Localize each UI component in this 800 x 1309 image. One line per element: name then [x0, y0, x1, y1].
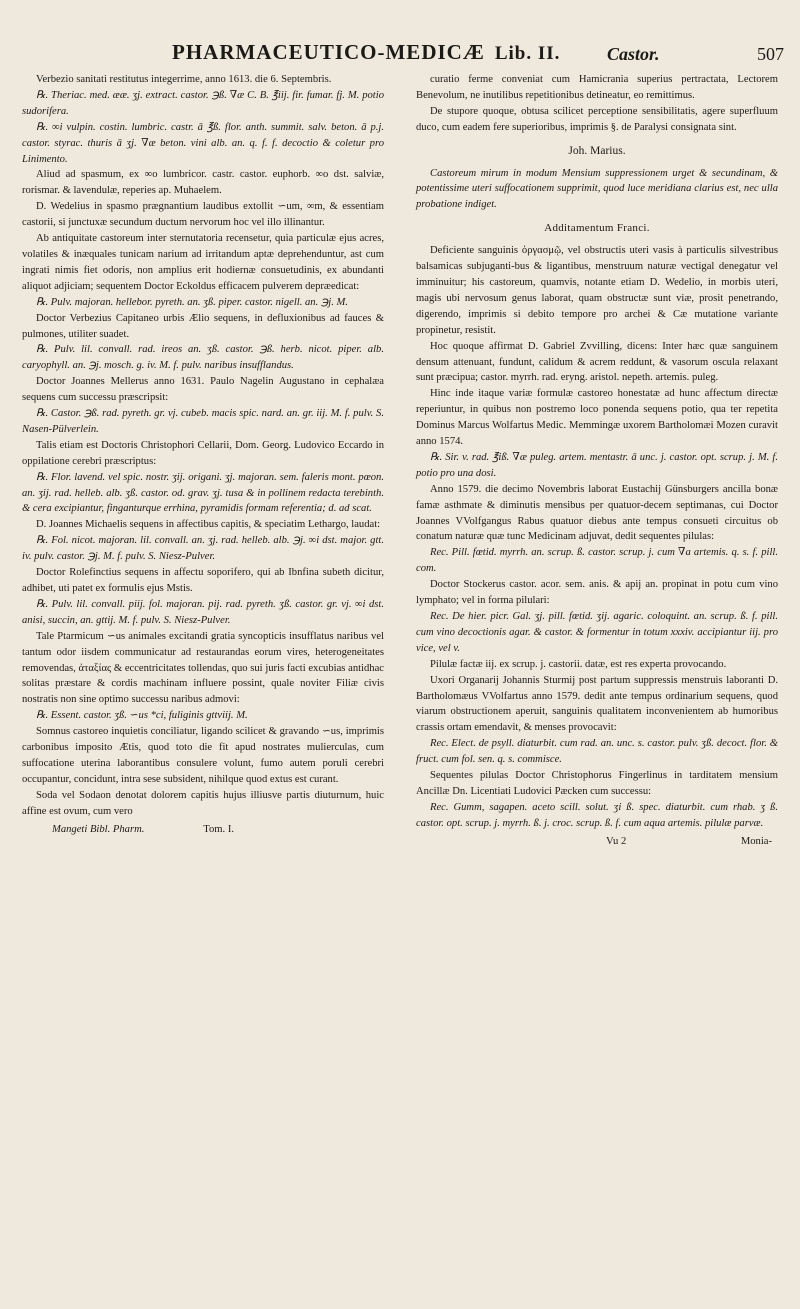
paragraph: D. Wedelius in spasmo prægnantium laudibus extollit ∽um, ∞m, & essentiam castorii, si junctuxæ secundum ductum nervorum hoc vel illo illinantur.	[22, 201, 384, 229]
left-column	[22, 72, 384, 850]
recipe: ℞. Pulv. majoran. hellebor. pyreth. an. ʒß. piper. castor. nigell. an. ℈j. M.	[36, 296, 349, 308]
paragraph: D. Joannes Michaelis sequens in affectibus capitis, & speciatim Lethargo, laudat:	[36, 519, 381, 531]
paragraph: Tale Ptarmicum ∽us animales excitandi gratia syncopticis insufflatus naribus vel tantum odor iisdem communicatur ad restaurandas eorum vires, heterogeneitates removendas, ἀταξίας & eccentricitates tollendas, quo sui juris facti excubias antidhac solitas præstare & cordis machinam influere possint, quale noviter Filiæ civis nostratis non sine optimo successu naribus admovi:	[22, 630, 384, 706]
paragraph: Doctor Stockerus castor. acor. sem. anis. & apij an. propinat in potu cum vino lymphato; vel in forma pilulari:	[416, 579, 778, 607]
paragraph: Somnus castoreo inquietis conciliatur, ligando scilicet & gravando ∽us, imprimis carbonibus imposito Ætis, quod toto die fit apud nostrates mulierculas, cum suffocatione uterina laborantibus consulere volunt, fumo autem poruli cerebri occupantur, concidunt, intra sese subsident, nihilque quod extus est curant.	[22, 726, 384, 785]
recipe: Rec. Elect. de psyll. diaturbit. cum rad. an. unc. s. castor. pulv. ʒß. decoct. flor. & fruct. cum fol. sen. q. s. commisce.	[416, 738, 778, 766]
section-heading: Joh. Marius.	[568, 144, 626, 157]
signature-mark: Mangeti Bibl. Pharm.	[52, 823, 145, 835]
recipe: ℞. Pulv. lil. convall. piij. fol. majoran. pij. rad. pyreth. ʒß. castor. gr. vj. ∞i dst. anisi, succin, an. gttij. M. f. pulv. S. Niesz-Pulver.	[22, 598, 384, 626]
paragraph: Doctor Rolefinctius sequens in affectu soporifero, qui ab Ibnfina subeth dicitur, adhibet, uti patet ex formulis ejus Mstis.	[22, 567, 384, 594]
recipe: ℞. Theriac. med. ææ. ʒj. extract. castor. ℈ß. ∇æ C. B. ℥iij. fir. fumar. fj. M. potio sudorifera.	[22, 89, 384, 117]
recipe: ℞. Castor. ℈ß. rad. pyreth. gr. vj. cubeb. macis spic. nard. an. gr. iij. M. f. pulv. S. Nasen-Pülverlein.	[22, 408, 384, 435]
signature-mark: Vu 2	[606, 835, 627, 847]
recipe: Rec. Pill. fœtid. myrrh. an. scrup. ß. castor. scrup. j. cum ∇a artemis. q. s. f. pill. com.	[416, 547, 778, 575]
paragraph: Anno 1579. die decimo Novembris laborat Eustachij Günsburgers ancilla bonæ famæ asthmate & diminutis mensibus per quatuor-decem septimanas, cui Doctor Joannes VVolfgangus Rabus quatuor diebus ante tempus consueti circuitus ob conatum naturæ quæ tunc Medicinam adjuvat, dedit sequentes pilulas:	[416, 483, 778, 543]
recipe: ℞. Essent. castor. ʒß. ∽us *ci, fuliginis gttviij. M.	[36, 710, 248, 722]
recipe: ℞. Flor. lavend. vel spic. nostr. ʒij. origani. ʒj. majoran. sem. faleris mont. pœon. an. ʒij. rad. helleb. alb. ʒß. castor. od. grav. ʒj. tusa & in pollinem redacta terebinth. & cera excipiantur, finganturque errhina, pyramidis formam referentia; d. ad scat.	[22, 471, 384, 515]
quotation: Castoreum mirum in modum Mensium suppressionem urget & secundinam, & potentissime uteri suffocationem supprimit, quod luce meridiana clarius est, nec ulla probatione indiget.	[416, 167, 778, 211]
book-number: Lib. II.	[494, 43, 561, 64]
paragraph: Soda vel Sodaon denotat dolorem capitis hujus illiusve partis diuturnum, huic affine est ovum, cum vero	[22, 789, 384, 817]
paragraph: curatio ferme conveniat cum Hamicrania superius pertractata, Lectorem Benevolum, ne inutilibus repetitionibus detineatur, eo remittimus.	[416, 74, 778, 101]
recipe: Rec. De hier. picr. Gal. ʒj. pill. fœtid. ʒij. agaric. coloquint. an. scrup. ß. f. pill. cum vino decoctionis agar. & castor. & formentur in totum xxxiv. accipiantur iij. pro vice, vel v.	[416, 611, 778, 654]
paragraph: Aliud ad spasmum, ex ∞o lumbricor. castr. castor. euphorb. ∞o dst. salviæ, rorismar. & lavendulæ, reperies ap. Muhaelem.	[22, 169, 384, 197]
paragraph: Pilulæ factæ iij. ex scrup. j. castorii. datæ, est res experta provocando.	[430, 658, 727, 670]
volume-mark: Tom. I.	[203, 823, 234, 835]
paragraph: Hinc inde itaque variæ formulæ castoreo honestatæ ad hunc affectum directæ reperiuntur, in quibus non postremo loco ponenda sequens potio, qua ter repetita Dominus Marcus Wolfartus Medic. Memmingæ uxorem Bartholomæi Mozen curavit anno 1574.	[416, 388, 778, 448]
paragraph: Deficiente sanguinis ὀργασμῷ, vel obstructis uteri vasis à particulis silvestribus balsamicas subjuganti-bus & ligantibus, menstruum naturæ vectigal denegatur vel imminuitur; his castoreum, quamvis, notante etiam D. Wedelio, in morbis uteri, magis ubi nervosum genus laborat, quam obstructæ sunt viæ, prosit penetrando, digerendo, imprimis si debito tempore pro archei & Cæ mutatione variante propinetur, resistit.	[416, 245, 778, 336]
paragraph: Doctor Verbezius Capitaneo urbis Ælio sequens, in defluxionibus ad fauces & pulmones, utiliter suadet.	[22, 312, 384, 340]
header-catchword: Castor.	[607, 44, 660, 64]
paragraph: Talis etiam est Doctoris Christophori Cellarii, Dom. Georg. Ludovico Eccardo in oppilatione cerebri præscriptus:	[22, 439, 384, 467]
section-heading: Additamentum Franci.	[544, 222, 650, 235]
page-number: 507	[757, 44, 784, 64]
running-title: PHARMACEUTICO-MEDICÆ Lib. II.	[172, 40, 561, 64]
paragraph: Sequentes pilulas Doctor Christophorus Fingerlinus in tarditatem mensium Ancillæ Dn. Licentiati Ludovici Pæcken cum successu:	[416, 770, 778, 797]
page-header	[22, 40, 784, 72]
right-footer	[416, 834, 778, 850]
right-column	[416, 72, 778, 850]
paragraph: Ab antiquitate castoreum inter sternutatoria recensetur, quia particulæ ejus acres, volatiles & inæquales tunicam narium ad irritandum aptæ deprehenduntur, ast cum ingrati nimis fiet odoris, non amplius erit hodiernæ consuetudinis, ex abundanti aliquot adjiciam; sequentem Doctor Eckoldus efficacem pulverem depræedicat:	[22, 233, 384, 292]
paragraph: Uxori Organarij Johannis Sturmij post partum suppressis menstruis laboranti D. Bartholomæus VVolfartus anno 1579. dedit ante tempus ordinarium sequens, quod viarum obstructionem aperuit, sanguinis qualitatem inconvenientem ab humoribus crassis ortam emendavit, & menses provocavit:	[416, 674, 778, 734]
recipe: ℞. ∞i vulpin. costin. lumbric. castr. ā ℥ß. flor. anth. summit. salv. beton. ā p.j. castor. styrac. thuris ā ʒj. ∇æ beton. vini alb. an. q. f. f. decoctio & coletur pro Linimento.	[22, 121, 384, 165]
paragraph: De stupore quoque, obtusa scilicet perceptione sensibilitatis, agere superfluum duco, cum eadem fere superioribus, imprimis §. de Paralysi consignata sint.	[416, 105, 778, 133]
recipe: ℞. Fol. nicot. majoran. lil. convall. an. ʒj. rad. helleb. alb. ℈j. ∞i dst. major. gtt. iv. pulv. castor. ℈j. M. f. pulv. S. Niesz-Pulver.	[22, 535, 384, 563]
text-columns	[22, 72, 778, 850]
paragraph: Doctor Joannes Mellerus anno 1631. Paulo Nagelin Augustano in cephalæa sequens cum successu præscripsit:	[22, 376, 384, 404]
left-footer	[22, 822, 384, 838]
recipe: Rec. Gumm, sagapen. aceto scill. solut. ʒi ß. spec. diaturbit. cum rhab. ʒ ß. castor. opt. scrup. j. myrrh. ß. j. croc. scrup. ß. f. cum aqua artemis. pilulæ parvæ.	[416, 801, 778, 829]
paragraph: Hoc quoque affirmat D. Gabriel Zvvilling, dicens: Inter hæc quæ sanguinem densum attenuant, fundunt, calidum & acrem reddunt, & vasorum oscula relaxant sunt præcipua; castor. myrrh. rad. eryng. aristol. nepeth. artemis. puleg.	[416, 340, 778, 384]
catchword: Monia-	[740, 835, 772, 847]
paragraph: Verbezio sanitati restitutus integerrime, anno 1613. die 6. Septembris.	[36, 74, 332, 85]
recipe: ℞. Sir. v. rad. ℥iß. ∇æ puleg. artem. mentastr. ā unc. j. castor. opt. scrup. j. M. f. potio pro una dosi.	[416, 451, 778, 479]
recipe: ℞. Pulv. lil. convall. rad. ireos an. ʒß. castor. ℈ß. herb. nicot. piper. alb. caryophyll. an. ℈j. mosch. g. iv. M. f. pulv. naribus insufflandus.	[22, 344, 384, 372]
